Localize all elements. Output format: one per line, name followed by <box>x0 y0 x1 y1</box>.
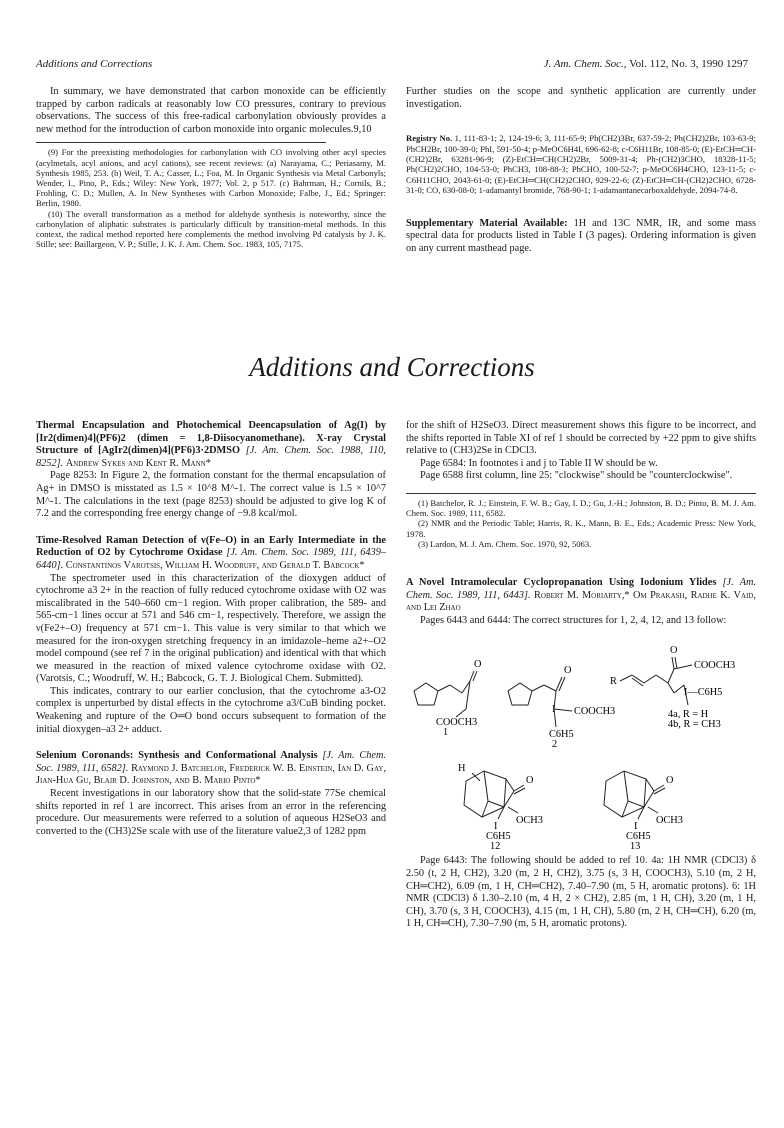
c12-number: 12 <box>490 841 501 850</box>
supplementary-material <box>406 218 756 256</box>
c12-iodine: I <box>494 821 498 833</box>
c13-iodine: I <box>634 821 638 833</box>
erratum-1-title: Thermal Encapsulation and Photochemical Deencapsulation of Ag(I) by [Ir2(dimen)4](PF6)2 (dimen = 1,8-Diisocyanomethane). X-ray Crystal Structure of [AgIr2(dimen)4](PF6)3·2DMSO <box>36 420 386 457</box>
erratum-2-title: Time-Resolved Raman Detection of ν(Fe–O) in an Early Intermediate in the Reduction of O2 by Cytochrome Oxidase <box>36 534 386 559</box>
erratum-3-citation: [J. Am. Chem. Soc. 1989, 111, 6582]. <box>36 750 386 774</box>
volume-page: Vol. 112, No. 3, 1990 1297 <box>629 58 748 70</box>
c2-phenyl: C6H5 <box>549 729 574 741</box>
c4-iodo-phenyl: I—C6H5 <box>684 687 723 699</box>
erratum-4-intro: Pages 6443 and 6444: The correct structures for 1, 2, 4, 12, and 13 follow: <box>420 614 727 626</box>
c12-methoxy: OCH3 <box>516 815 543 827</box>
registry-label: Registry No. <box>406 133 453 144</box>
further-studies: Further studies on the scope and synthetic application are currently under investigation. <box>406 86 756 110</box>
section-title: Additions and Corrections <box>249 352 535 382</box>
erratum-2-paragraph-2: This indicates, contrary to our earlier conclusion, that the cytochrome a3-O2 complex is unperturbed by distal effects in the cytochrome a3/CuB binding pocket. Weakening and rupture of the O═O bond occurs subsequent to formation of the initial dioxygen–a3 2+ adduct. <box>36 685 386 735</box>
erratum-1-citation: [J. Am. Chem. Soc. 1988, 110, 8252]. <box>36 445 386 469</box>
supplementary-label: Supplementary Material Available: <box>406 217 568 229</box>
erratum-2-citation: [J. Am. Chem. Soc. 1989, 111, 6439–6440]. <box>36 547 386 571</box>
c4-r-group: R <box>610 676 617 688</box>
c1-ester: COOCH3 <box>436 717 478 729</box>
supplementary-text: 1H and 13C NMR, IR, and some mass spectral data for products listed in Table I (3 pages). Ordering information is given on any current masthead page. <box>406 217 756 254</box>
references-rule <box>406 493 756 494</box>
c13-methoxy: OCH3 <box>656 815 683 827</box>
erratum-3-page-6584: Page 6584: In footnotes i and j to Table II W should be w. <box>420 457 658 469</box>
c4a-label: 4a, R = H <box>668 709 709 721</box>
journal-name: J. Am. Chem. Soc., <box>543 58 627 70</box>
erratum-4-heading <box>406 577 756 615</box>
erratum-3-authors: Raymond J. Batchelor, Frederick W. B. Einstein, Ian D. Gay, Jian-Hua Gu, Blair D. Johnston, and B. Mario Pinto* <box>36 762 387 787</box>
c2-oxygen: O <box>564 665 572 677</box>
erratum-3-page-6588: Page 6588 first column, line 25: "clockwise" should be "counterclockwise". <box>420 470 733 482</box>
c13-phenyl: C6H5 <box>626 831 651 843</box>
c12-hydrogen: H <box>458 763 466 775</box>
reference-2: (2) NMR and the Periodic Table; Harris, R. K., Mann, B. E., Eds.; Academic Press: New York, 1978. <box>406 518 756 539</box>
c4-ester: COOCH3 <box>694 660 736 672</box>
erratum-2-authors: Constantinos Varotsis, William H. Woodruff, and Gerald T. Babcock* <box>65 559 365 571</box>
footnote-rule <box>36 142 326 143</box>
reference-3: (3) Lardon, M. J. Am. Chem. Soc. 1970, 92, 5063. <box>418 538 592 549</box>
erratum-3-continued: for the shift of H2SeO3. Direct measurement shows this figure to be incorrect, and the shifts reported in Table XI of ref 1 should be corrected by +22 ppm to give shifts relative to (CH3)2Se in CDCl3. <box>406 420 756 457</box>
c13-number: 13 <box>630 841 641 850</box>
summary-paragraph: In summary, we have demonstrated that carbon monoxide can be efficiently trapped by carbon radicals at reasonably low CO pressures, contrary to previous observations. The success of this free-radical carbonylation obviously provides a new method for the introduction of carbon monoxide into organic molecules.9,10 <box>36 86 386 135</box>
top-left-column <box>36 86 386 249</box>
erratum-3-heading <box>36 750 386 788</box>
erratum-1-body: Page 8253: In Figure 2, the formation constant for the thermal encapsulation of Ag+ in DMSO is misstated as 1.5 × 10^8 M^-1. The correct value is 1.5 × 10^7 M^-1. The calculations in the text (page 8253) should be adjusted to give log K of 7.2 and the corresponding free energy change of −9.8 kcal/mol. <box>36 470 386 520</box>
c12-oxygen: O <box>526 775 534 787</box>
c1-oxygen: O <box>474 659 482 671</box>
running-header-left: Additions and Corrections <box>36 58 153 70</box>
erratum-3-title: Selenium Coronands: Synthesis and Conformational Analysis <box>36 750 318 762</box>
footnote-10: (10) The overall transformation as a method for aldehyde synthesis is noteworthy, since the carbonylation of aliphatic substrates is particularly difficult by transition-metal methods. In this context, the radical method reported here complements the method involving Pd catalysis by J. K. Stille; see: Baillargeon, V. P.; Stille, J. K. J. Am. Chem. Soc. 1983, 105, 7175. <box>36 208 386 250</box>
erratum-2-heading <box>36 535 386 573</box>
c13-oxygen: O <box>666 775 674 787</box>
corrections-left-column <box>36 420 386 838</box>
erratum-3-body: Recent investigations in our laboratory show that the solid-state 77Se chemical shifts reported in ref 1 are incorrect. This arises from an error in the referencing procedure. Our measurements were referred to a solution of aqueous H2SeO3 and converted to the (CH3)2Se scale with use of the literature value2,3 of 1282 ppm <box>36 788 386 837</box>
erratum-4-title: A Novel Intramolecular Cyclopropanation Using Iodonium Ylides <box>406 576 717 588</box>
c4b-label: 4b, R = CH3 <box>668 719 721 731</box>
erratum-1-authors: Andrew Sykes and Kent R. Mann* <box>65 457 211 469</box>
c2-number: 2 <box>552 739 558 751</box>
top-right-column <box>406 86 756 255</box>
erratum-1-heading <box>36 420 386 470</box>
erratum-4-citation: [J. Am. Chem. Soc. 1989, 111, 6443]. <box>406 576 756 601</box>
reference-1: (1) Batchelor, R. J.; Einstein, F. W. B.; Gay, I. D.; Gu, J.-H.; Johnston, B. D.; Pinto, B. M. J. Am. Chem. Soc. 1989, 111, 6582. <box>406 497 756 519</box>
running-header-right <box>544 58 748 70</box>
chemical-structures <box>406 631 756 849</box>
corrections-right-column <box>406 420 756 931</box>
c4-oxygen: O <box>670 645 678 657</box>
c12-phenyl: C6H5 <box>486 831 511 843</box>
structure-drawings <box>406 631 756 849</box>
registry-text: 1, 111-83-1; 2, 124-19-6; 3, 111-65-9; Ph(CH2)3Br, 637-59-2; Ph(CH2)2Br, 103-63-9; PhCH2Br, 100-39-0; PhI, 591-50-4; p-MeOC6H4I, 696-62-8; c-C6H11Br, 108-85-0; (E)-EtCH═CH-(CH2)2Br, 63281-96-9; (Z)-EtCH═CH(CH2)2Br, 5009-31-4; Ph-(CH2)3CHO, 18328-11-5; Ph(CH2)2CHO, 104-53-0; PhCH3, 108-88-3; PhCHO, 100-52-7; p-MeOC6H4CHO, 123-11-5; c-C6H11CHO, 2043-61-0; (E)-EtCH═CH(CH2)2CHO, 929-22-6; (Z)-EtCH═CH-(CH2)2CHO, 6728-31-0; CO, 630-08-0; 1-adamantyl bromide, 768-90-1; 1-adamantanecarboxaldehyde, 2094-74-8. <box>406 133 756 196</box>
erratum-4-nmr-data: Page 6443: The following should be added to ref 10. 4a: 1H NMR (CDCl3) δ 2.50 (t, 2 H, CH2), 3.20 (m, 2 H, CH2), 3.75 (s, 3 H, COOCH3), 5.10 (m, 2 H, CH═CH2), 6.09 (m, 1 H, CH═CH2), 7.40–7.90 (m, 5 H, aromatic protons). 6: 1H NMR (CDCl3) δ 1.30–2.10 (m, 4 H, 2 × CH2), 2.85 (m, 1 H, CH), 3.20 (m, 1 H, CH), 3.70 (s, 3 H, COOCH3), 4.15 (m, 1 H, CH), 5.80 (m, 2 H, CH═CH), 6.20 (m, 1 H, CH═CH), 7.30–7.90 (m, 5 H, aromatic protons). <box>406 855 756 930</box>
registry-numbers <box>406 133 756 195</box>
erratum-2-paragraph-1: The spectrometer used in this characterization of the dioxygen adduct of cytochrome a3 2+ in the reaction of fully reduced cytochrome oxidase with O2 was miscalibrated in the 540–660 cm−1 region. With proper calibration, the 589- and 565-cm−1 lines occur at 571 and 546 cm−1, respectively. Therefore, we assign the ν(Fe2+–O) frequency at 571 cm−1. This value is very similar to that which we measured for the iron-oxygen stretching frequency in an imidazole–heme a2+–O2 model compound (see ref 7 in the original publication) and identical with that which we measured in the reaction of mixed valence cytochrome oxidase with O2. (Varotsis, C.; Woodruff, W. H.; Babcock, G. T. J. Biological Chem. Submitted). <box>36 572 386 685</box>
c2-iodine: I <box>552 704 556 716</box>
c1-number: 1 <box>443 727 449 739</box>
c2-ester: COOCH3 <box>574 706 616 718</box>
erratum-4-authors: Robert M. Moriarty,* Om Prakash, Radhe K. Vaid, and Lei Zhao <box>406 589 757 614</box>
footnote-9: (9) For the preexisting methodologies for carbonylation with CO involving other acyl species (acylmetals, acyl anions, and acyl cations), see recent reviews: (a) Narayama, C.; Periasamy, M. Synthesis 1985, 253. (b) Weil, T. A.; Casser, L.; Foa, M. In Organic Synthesis via Metal Carbonyls; Wender, I., Pino, P., Eds.; Wiley: New York, 1977; Vol. 2, p 517. (c) Bahrman, H.; Cornils, B.; Frohling, C. D.; Mullen, A. In New Syntheses with Carbon Monoxide; Falbe, J., Ed.; Springer: Berlin, 1980. <box>36 147 386 209</box>
